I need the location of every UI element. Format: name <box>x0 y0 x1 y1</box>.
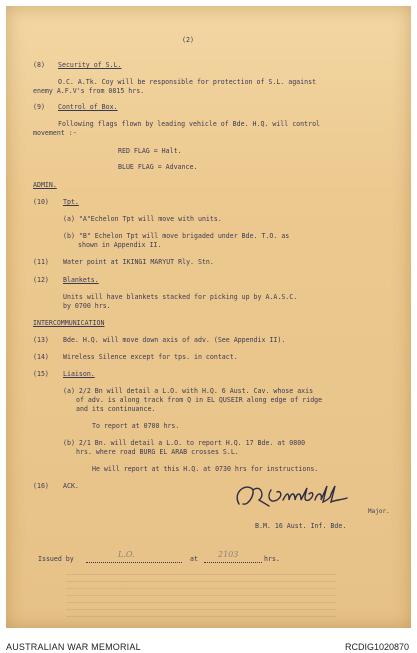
section-14-text: Wireless Silence except for tps. in contact. <box>63 353 238 361</box>
signature-unit: B.M. 16 Aust. Inf. Bde. <box>255 522 347 530</box>
admin-heading: ADMIN. <box>33 181 57 189</box>
issued-by-value: L.O. <box>118 550 135 559</box>
section-16-text: ACK. <box>63 482 79 490</box>
signature-role: Major. <box>368 508 390 515</box>
section-15-a-4: To report at 0700 hrs. <box>92 422 180 430</box>
section-12-line-2: by 0700 hrs. <box>63 302 111 310</box>
section-15-b-3: He will report at this H.Q. at 0730 hrs for instructions. <box>92 465 319 473</box>
section-15-heading: Liaison. <box>63 370 95 378</box>
footer-record-id: RCDIG1020870 <box>344 642 409 652</box>
section-12-line-1: Units will have blankets stacked for picking up by A.A.S.C. <box>63 293 298 301</box>
section-8-number: (8) <box>33 61 45 69</box>
bleed-through-marks <box>66 574 336 622</box>
section-16-number: (16) <box>33 482 49 490</box>
section-10-b-1: (b) "B" Echelon Tpt will move brigaded under Bde. T.O. as <box>63 232 290 240</box>
section-12-number: (12) <box>33 276 49 284</box>
section-9-line-2: movement :- <box>33 129 77 137</box>
issued-by-label: Issued by <box>38 555 74 563</box>
section-8-line-1: O.C. A.Tk. Coy will be responsible for protection of S.L. against <box>58 78 317 86</box>
section-13-text: Bde. H.Q. will move down axis of adv. (See Appendix II). <box>63 336 286 344</box>
issued-at-line <box>204 562 262 563</box>
document-page <box>6 6 411 628</box>
section-15-number: (15) <box>33 370 49 378</box>
section-8-heading: Security of S.L. <box>58 61 122 69</box>
issued-at-value: 2103 <box>218 550 239 559</box>
archive-footer <box>0 632 417 653</box>
handwritten-signature <box>231 482 361 512</box>
section-10-b-2: shown in Appendix II. <box>78 241 162 249</box>
section-9-line-1: Following flags flown by leading vehicle of Bde. H.Q. will control <box>58 120 321 128</box>
section-13-number: (13) <box>33 336 49 344</box>
issued-hrs-label: hrs. <box>264 555 280 563</box>
section-14-number: (14) <box>33 353 49 361</box>
section-9-heading: Control of Box. <box>58 103 118 111</box>
section-15-a-3: and its continuance. <box>76 405 156 413</box>
footer-institution: AUSTRALIAN WAR MEMORIAL <box>6 642 141 652</box>
blue-flag-line: BLUE FLAG = Advance. <box>118 163 198 171</box>
section-10-heading: Tpt. <box>63 198 79 206</box>
section-10-a: (a) "A"Echelon Tpt will move with units. <box>63 215 222 223</box>
section-11-text: Water point at IKINGI MARYUT Rly. Stn. <box>63 258 214 266</box>
red-flag-line: RED FLAG = Halt. <box>118 147 182 155</box>
section-9-number: (9) <box>33 103 45 111</box>
section-11-number: (11) <box>33 258 49 266</box>
intercommunication-heading: INTERCOMMUNICATION <box>33 319 105 327</box>
section-8-line-2: enemy A.F.V's from 0815 hrs. <box>33 87 145 95</box>
section-10-number: (10) <box>33 198 49 206</box>
section-15-a-1: (a) 2/2 Bn will detail a L.O. with H.Q. 6 Aust. Cav. whose axis <box>63 387 314 395</box>
section-15-b-2: hrs. where road BURG EL ARAB crosses S.L. <box>76 448 239 456</box>
page-number: (2) <box>182 36 194 44</box>
section-15-b-1: (b) 2/1 Bn. will detail a L.O. to report H.Q. 17 Bde. at 0800 <box>63 439 306 447</box>
section-12-heading: Blankets. <box>63 276 99 284</box>
section-15-a-2: of adv. is along track from Q in EL QUSEIR along edge of ridge <box>76 396 323 404</box>
issued-by-line <box>86 562 182 563</box>
issued-at-label: at <box>190 555 198 563</box>
